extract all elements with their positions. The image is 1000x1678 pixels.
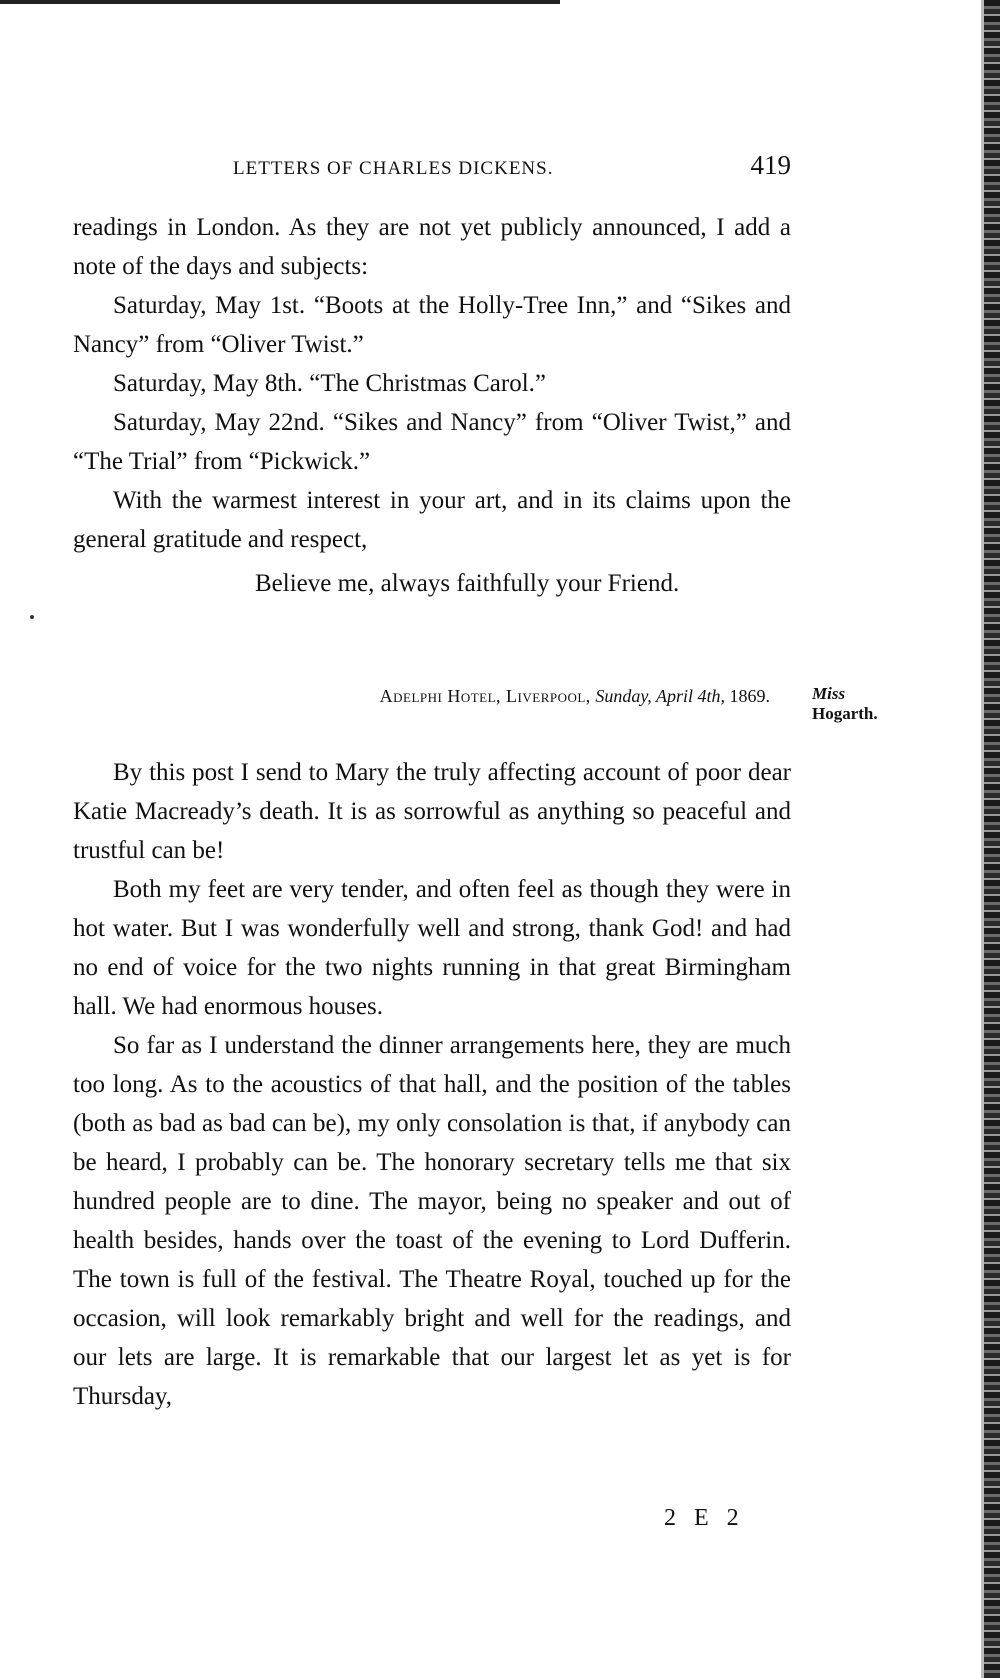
recipient-note (812, 684, 912, 724)
paragraph: readings in London. As they are not yet publicly announced, I add a note of the days and subjects: (73, 214, 791, 280)
letter-signoff: Believe me, always faithfully your Friend. (255, 570, 680, 597)
paragraph: With the warmest interest in your art, and in its claims upon the general gratitude and respect, (73, 487, 791, 553)
letter-dateline (73, 686, 770, 707)
paragraph: Saturday, May 8th. “The Christmas Carol.” (113, 370, 547, 397)
dateline-day: Sunday, April 4th, (595, 686, 725, 706)
running-header (73, 150, 791, 190)
scan-speck (30, 615, 34, 619)
letter-body (73, 753, 791, 1416)
dateline-place: Adelphi Hotel, Liverpool, (379, 686, 591, 706)
dateline-year: 1869. (729, 686, 770, 706)
printer-signature: 2 E 2 (664, 1505, 745, 1531)
book-spine-edge (984, 0, 1000, 1678)
recipient-name: Hogarth. (812, 704, 878, 723)
paragraph: Saturday, May 1st. “Boots at the Holly-Tree Inn,” and “Sikes and Nancy” from “Oliver Twist.” (73, 292, 791, 358)
page-number: 419 (750, 150, 791, 180)
running-title: LETTERS OF CHARLES DICKENS. (233, 158, 554, 179)
paragraph: Saturday, May 22nd. “Sikes and Nancy” from “Oliver Twist,” and “The Trial” from “Pickwick.” (73, 409, 791, 475)
paragraph: Both my feet are very tender, and often feel as though they were in hot water. But I was wonderfully well and strong, thank God! and had no end of voice for the two nights running in that great Birmingham hall. We had enormous houses. (73, 876, 791, 1020)
paragraph: By this post I send to Mary the truly affecting account of poor dear Katie Macready’s death. It is as sorrowful as anything so peaceful and trustful can be! (73, 759, 791, 864)
letter-continuation (73, 208, 791, 559)
paragraph: So far as I understand the dinner arrangements here, they are much too long. As to the acoustics of that hall, and the position of the tables (both as bad as bad can be), my only consolation is that, if anybody can be heard, I probably can be. The honorary secretary tells me that six hundred people are to dine. The mayor, being no speaker and out of health besides, hands over the toast of the evening to Lord Dufferin. The town is full of the festival. The Theatre Royal, touched up for the occasion, will look remarkably bright and well for the readings, and our lets are large. It is remarkable that our largest let as yet is for Thursday, (73, 1032, 791, 1410)
scan-edge-rule (0, 0, 560, 4)
recipient-title: Miss (812, 684, 846, 703)
